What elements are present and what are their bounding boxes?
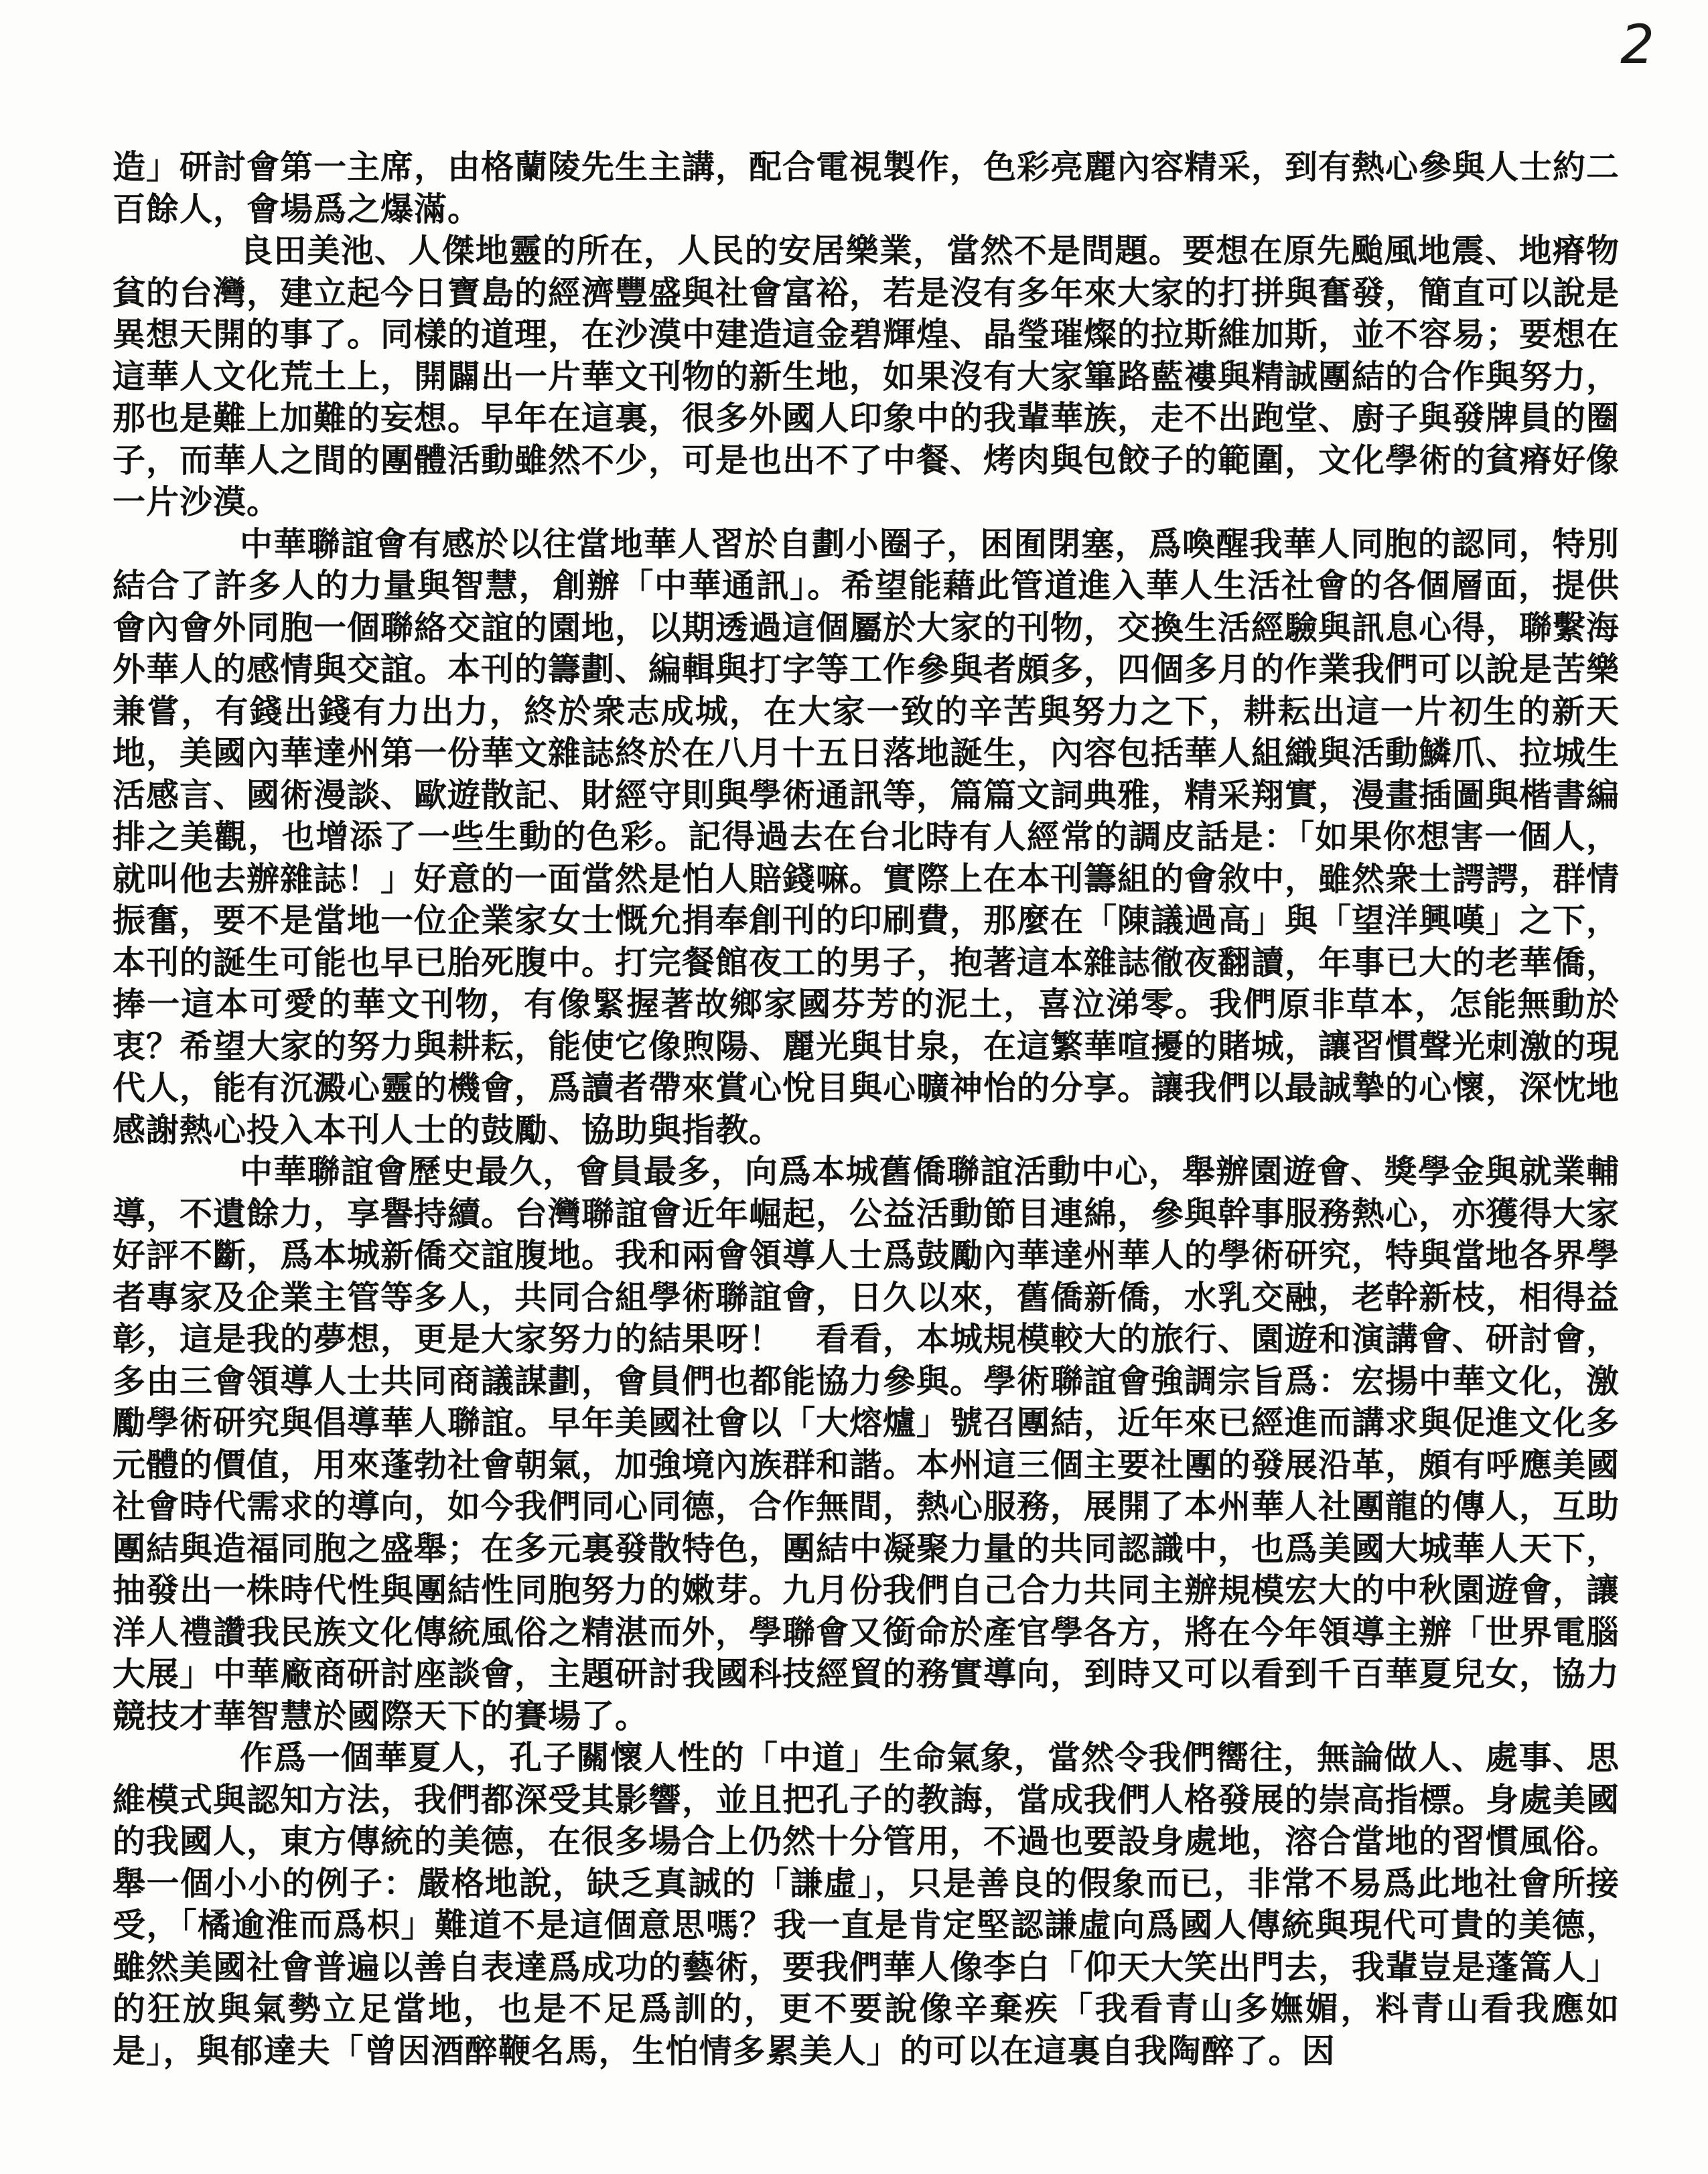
paragraph-4: 中華聯誼會歷史最久，會員最多，向爲本城舊僑聯誼活動中心，舉辦園遊會、獎學金與就業輔導，不遺餘力，享譽持續。台灣聯誼會近年崛起，公益活動節目連綿，參與幹事服務熱心，亦獲得大家好評不斷，爲本城新僑交誼腹地。我和兩會領導人士爲鼓勵內華達州華人的學術研究，特與當地各界學者專家及企業主管等多人，共同合組學術聯誼會，日久以來，舊僑新僑，水乳交融，老幹新枝，相得益彰，這是我的夢想，更是大家努力的結果呀！ 看看，本城規模較大的旅行、園遊和演講會、研討會，多由三會領導人士共同商議謀劃，會員們也都能協力參與。學術聯誼會強調宗旨爲：宏揚中華文化，激勵學術研究與倡導華人聯誼。早年美國社會以「大熔爐」號召團結，近年來已經進而講求與促進文化多元體的價值，用來蓬勃社會朝氣，加強境內族群和諧。本州這三個主要社團的發展沿革，頗有呼應美國社會時代需求的導向，如今我們同心同德，合作無間，熱心服務，展開了本州華人社團龍的傳人，互助團結與造福同胞之盛舉；在多元裏發散特色，團結中凝聚力量的共同認識中，也爲美國大城華人天下，抽發出一株時代性與團結性同胞努力的嫩芽。九月份我們自己合力共同主辦規模宏大的中秋園遊會，讓洋人禮讚我民族文化傳統風俗之精湛而外，學聯會又銜命於產官學各方，將在今年領導主辦「世界電腦大展」中華廠商研討座談會，主題研討我國科技經貿的務實導向，到時又可以看到千百華夏兒女，協力競技才華智慧於國際天下的賽場了。 (113, 1152, 1620, 1735)
paragraph-5: 作爲一個華夏人，孔子關懷人性的「中道」生命氣象，當然令我們嚮往，無論做人、處事、思維模式與認知方法，我們都深受其影響，並且把孔子的教誨，當成我們人格發展的崇高指標。身處美國的我國人，東方傳統的美德，在很多場合上仍然十分管用，不過也要設身處地，溶合當地的習慣風俗。舉一個小小的例子：嚴格地說，缺乏真誠的「謙虛」，只是善良的假象而已，非常不易爲此地社會所接受，「橘逾淮而爲枳」難道不是這個意思嗎？我一直是肯定堅認謙虛向爲國人傳統與現代可貴的美德，雖然美國社會普遍以善自表達爲成功的藝術，要我們華人像李白「仰天大笑出門去，我輩豈是蓬篙人」的狂放與氣勢立足當地，也是不足爲訓的，更不要說像辛棄疾「我看青山多嫵媚，料青山看我應如是」，與郁達夫「曾因酒醉鞭名馬，生怕情多累美人」的可以在這裏自我陶醉了。因 (113, 1738, 1620, 2070)
page-number: 2 (1620, 13, 1654, 76)
paragraph-1: 造」研討會第一主席，由格蘭陵先生主講，配合電視製作，色彩亮麗內容精采，到有熱心參與人士約二百餘人，會場爲之爆滿。 (113, 147, 1620, 228)
body-text (113, 146, 1620, 2072)
paragraph-2: 良田美池、人傑地靈的所在，人民的安居樂業，當然不是問題。要想在原先颱風地震、地瘠物貧的台灣，建立起今日寶島的經濟豐盛與社會富裕，若是沒有多年來大家的打拼與奮發，簡直可以說是異想天開的事了。同樣的道理，在沙漠中建造這金碧輝煌、晶瑩璀燦的拉斯維加斯，並不容易；要想在這華人文化荒土上，開闢出一片華文刊物的新生地，如果沒有大家篳路藍褸與精誠團結的合作與努力，那也是難上加難的妄想。早年在這裏，很多外國人印象中的我輩華族，走不出跑堂、廚子與發牌員的圈子，而華人之間的團體活動雖然不少，可是也出不了中餐、烤肉與包餃子的範圍，文化學術的貧瘠好像一片沙漠。 (113, 231, 1620, 521)
paragraph-3: 中華聯誼會有感於以往當地華人習於自劃小圈子，困囿閉塞，爲喚醒我華人同胞的認同，特別結合了許多人的力量與智慧，創辦「中華通訊」。希望能藉此管道進入華人生活社會的各個層面，提供會內會外同胞一個聯絡交誼的園地，以期透過這個屬於大家的刊物，交換生活經驗與訊息心得，聯繫海外華人的感情與交誼。本刊的籌劃、編輯與打字等工作參與者頗多，四個多月的作業我們可以說是苦樂兼嘗，有錢出錢有力出力，終於衆志成城，在大家一致的辛苦與努力之下，耕耘出這一片初生的新天地，美國內華達州第一份華文雜誌終於在八月十五日落地誕生，內容包括華人組織與活動鱗爪、拉城生活感言、國術漫談、歐遊散記、財經守則與學術通訊等，篇篇文詞典雅，精采翔實，漫畫插圖與楷書編排之美觀，也增添了一些生動的色彩。記得過去在台北時有人經常的調皮話是：「如果你想害一個人，就叫他去辦雜誌！」好意的一面當然是怕人賠錢嘛。實際上在本刊籌組的會敘中，雖然衆士諤諤，群情振奮，要不是當地一位企業家女士慨允捐奉創刊的印刷費，那麼在「陳議過高」與「望洋興嘆」之下，本刊的誕生可能也早已胎死腹中。打完餐館夜工的男子，抱著這本雜誌徹夜翻讀，年事已大的老華僑，捧一這本可愛的華文刊物，有像緊握著故鄉家國芬芳的泥土，喜泣涕零。我們原非草本，怎能無動於衷？希望大家的努力與耕耘，能使它像煦陽、麗光與甘泉，在這繁華喧擾的賭城，讓習慣聲光刺激的現代人，能有沉澱心靈的機會，爲讀者帶來賞心悅目與心曠神怡的分享。讓我們以最誠摯的心懷，深忱地感謝熱心投入本刊人士的鼓勵、協助與指教。 (113, 524, 1620, 1149)
